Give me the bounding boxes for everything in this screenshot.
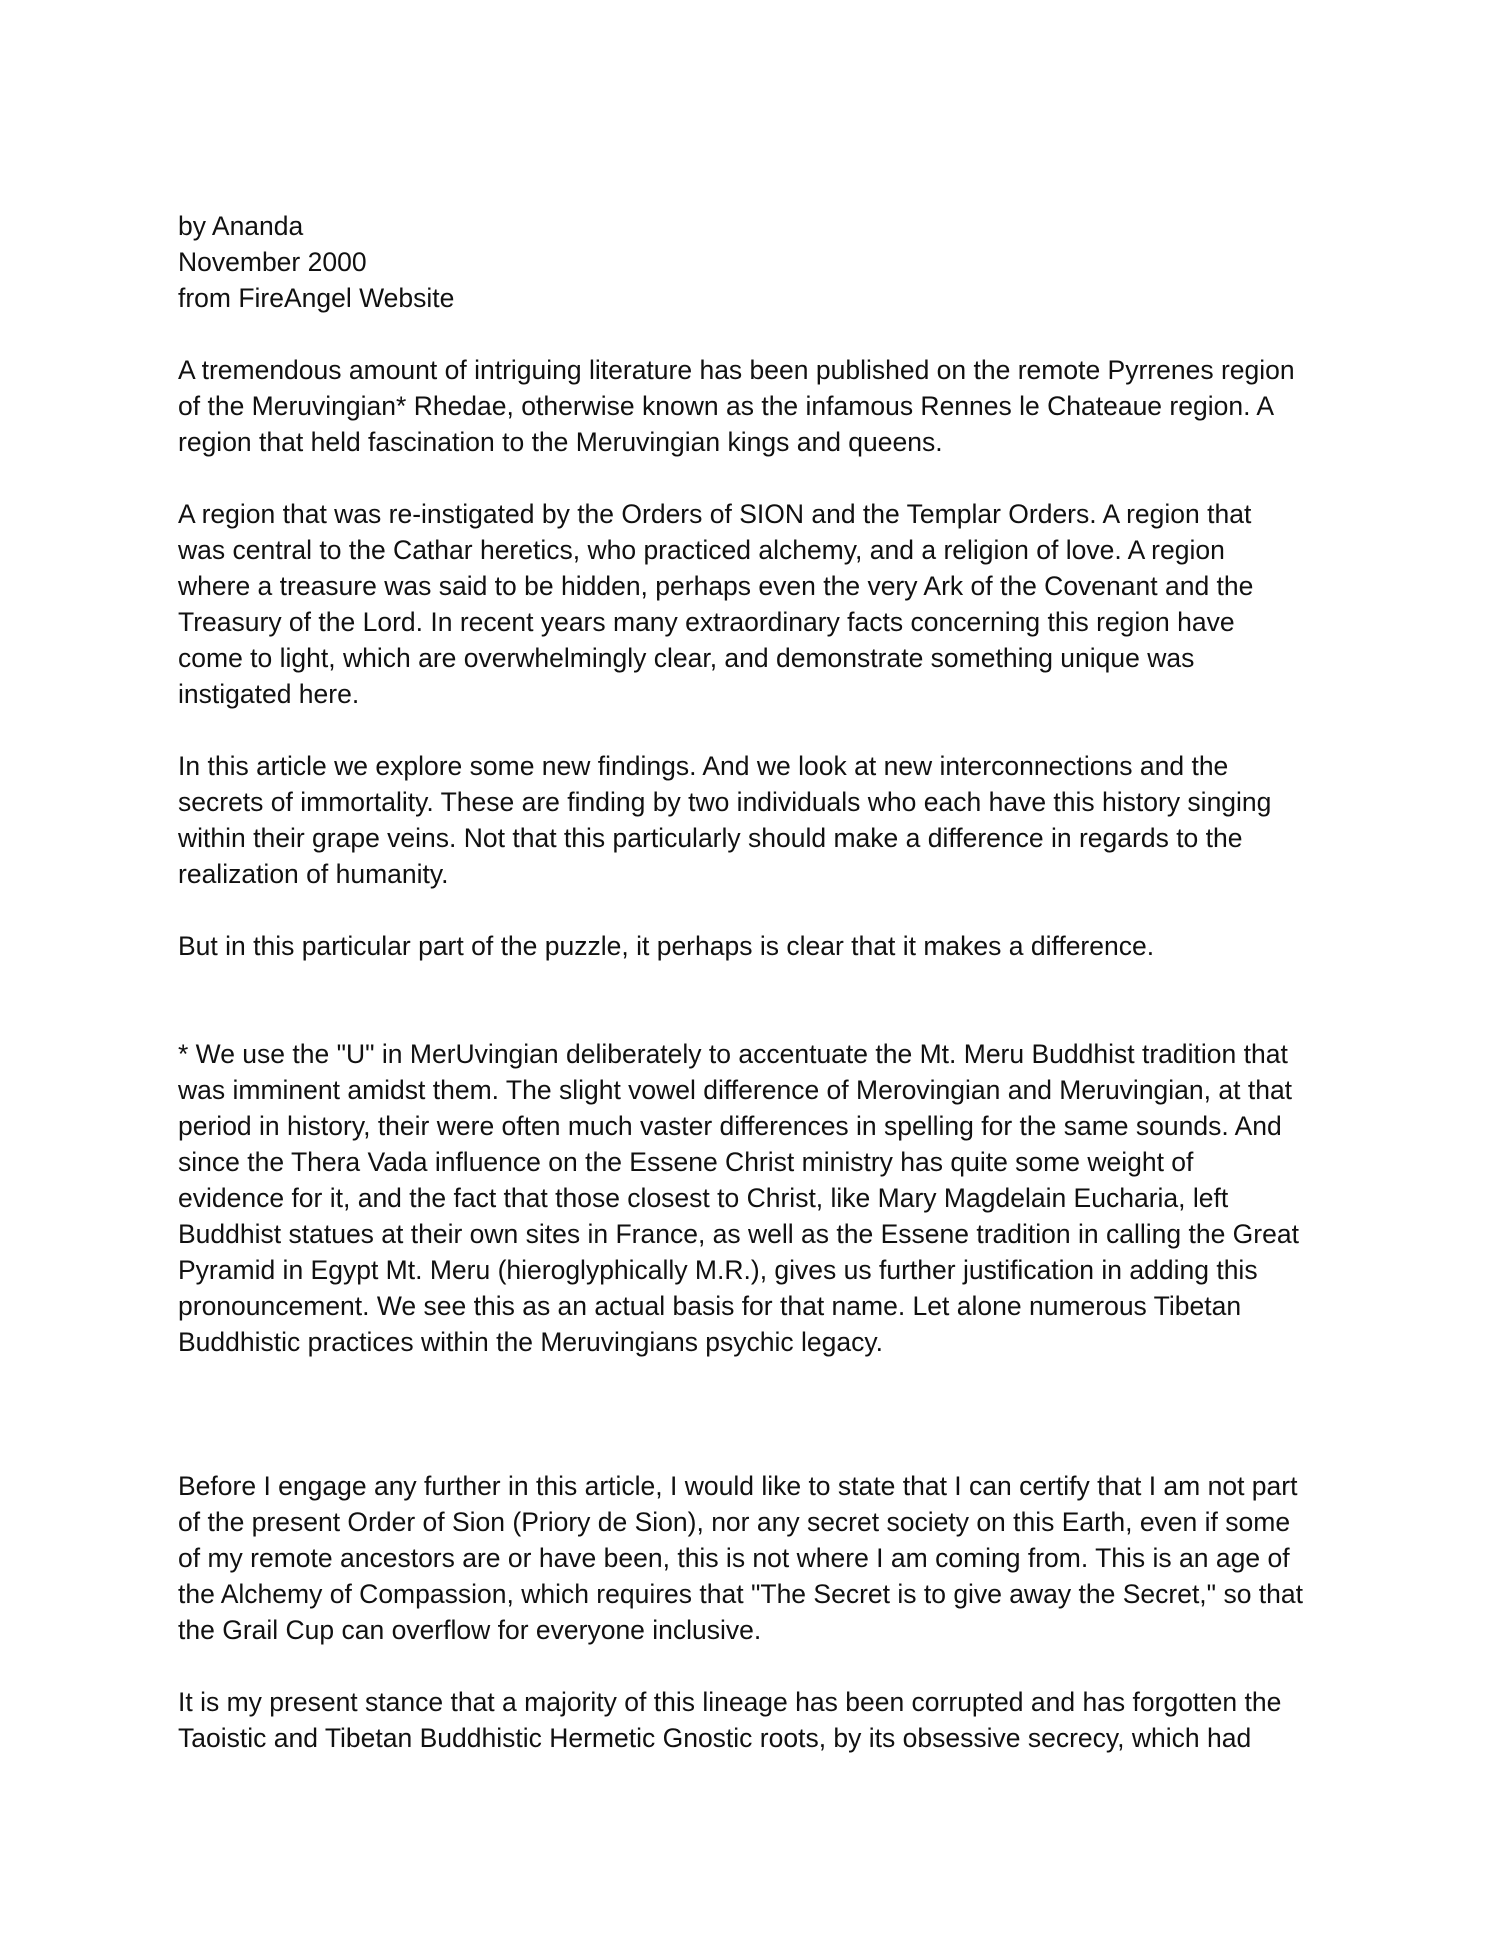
paragraph-line: was imminent amidst them. The slight vowel difference of Merovingian and Meruvingian, at that (178, 1075, 1293, 1105)
paragraph-puzzle (178, 928, 1348, 964)
paragraph-line: evidence for it, and the fact that those closest to Christ, like Mary Magdelain Eucharia, left (178, 1183, 1229, 1213)
byline-date: November 2000 (178, 247, 367, 277)
paragraph-line: A tremendous amount of intriguing literature has been published on the remote Pyrrenes region (178, 355, 1295, 385)
paragraph-line: Taoistic and Tibetan Buddhistic Hermetic Gnostic roots, by its obsessive secrecy, which had (178, 1723, 1252, 1753)
paragraph-line: period in history, their were often much vaster differences in spelling for the same sounds. And (178, 1111, 1282, 1141)
paragraph-line: instigated here. (178, 679, 360, 709)
paragraph-line: the Grail Cup can overflow for everyone inclusive. (178, 1615, 762, 1645)
paragraph-line: Before I engage any further in this article, I would like to state that I can certify that I am not part (178, 1471, 1298, 1501)
paragraph-line: within their grape veins. Not that this particularly should make a difference in regards to the (178, 823, 1243, 853)
paragraph-region (178, 496, 1348, 712)
paragraph-line: region that held fascination to the Meruvingian kings and queens. (178, 427, 943, 457)
paragraph-line: of the present Order of Sion (Priory de Sion), nor any secret society on this Earth, even if some (178, 1507, 1291, 1537)
byline-author: by Ananda (178, 211, 304, 241)
byline-block (178, 208, 1348, 316)
paragraph-line: the Alchemy of Compassion, which requires that "The Secret is to give away the Secret," so that (178, 1579, 1303, 1609)
paragraph-line: Buddhistic practices within the Meruvingians psychic legacy. (178, 1327, 884, 1357)
paragraph-footnote (178, 1036, 1348, 1360)
paragraph-line: of my remote ancestors are or have been, this is not where I am coming from. This is an age of (178, 1543, 1290, 1573)
paragraph-line: But in this particular part of the puzzle, it perhaps is clear that it makes a difference. (178, 931, 1155, 961)
document-body (178, 208, 1348, 1756)
paragraph-line: A region that was re-instigated by the Orders of SION and the Templar Orders. A region that (178, 499, 1252, 529)
paragraph-findings (178, 748, 1348, 892)
paragraph-line: of the Meruvingian* Rhedae, otherwise known as the infamous Rennes le Chateaue region. A (178, 391, 1275, 421)
paragraph-line: since the Thera Vada influence on the Essene Christ ministry has quite some weight of (178, 1147, 1194, 1177)
paragraph-line: where a treasure was said to be hidden, perhaps even the very Ark of the Covenant and the (178, 571, 1254, 601)
paragraph-line: * We use the "U" in MerUvingian deliberately to accentuate the Mt. Meru Buddhist tradition that (178, 1039, 1288, 1069)
paragraph-intro (178, 352, 1348, 460)
byline-source: from FireAngel Website (178, 283, 455, 313)
paragraph-line: was central to the Cathar heretics, who practiced alchemy, and a religion of love. A region (178, 535, 1225, 565)
paragraph-disclaimer (178, 1468, 1348, 1648)
paragraph-line: pronouncement. We see this as an actual basis for that name. Let alone numerous Tibetan (178, 1291, 1242, 1321)
paragraph-stance (178, 1684, 1348, 1756)
paragraph-line: Treasury of the Lord. In recent years many extraordinary facts concerning this region have (178, 607, 1235, 637)
paragraph-line: secrets of immortality. These are finding by two individuals who each have this history singing (178, 787, 1272, 817)
paragraph-line: Pyramid in Egypt Mt. Meru (hieroglyphically M.R.), gives us further justification in adding this (178, 1255, 1258, 1285)
paragraph-line: realization of humanity. (178, 859, 449, 889)
paragraph-line: Buddhist statues at their own sites in France, as well as the Essene tradition in calling the Great (178, 1219, 1299, 1249)
paragraph-line: come to light, which are overwhelmingly clear, and demonstrate something unique was (178, 643, 1195, 673)
paragraph-line: It is my present stance that a majority of this lineage has been corrupted and has forgotten the (178, 1687, 1282, 1717)
paragraph-line: In this article we explore some new findings. And we look at new interconnections and the (178, 751, 1229, 781)
